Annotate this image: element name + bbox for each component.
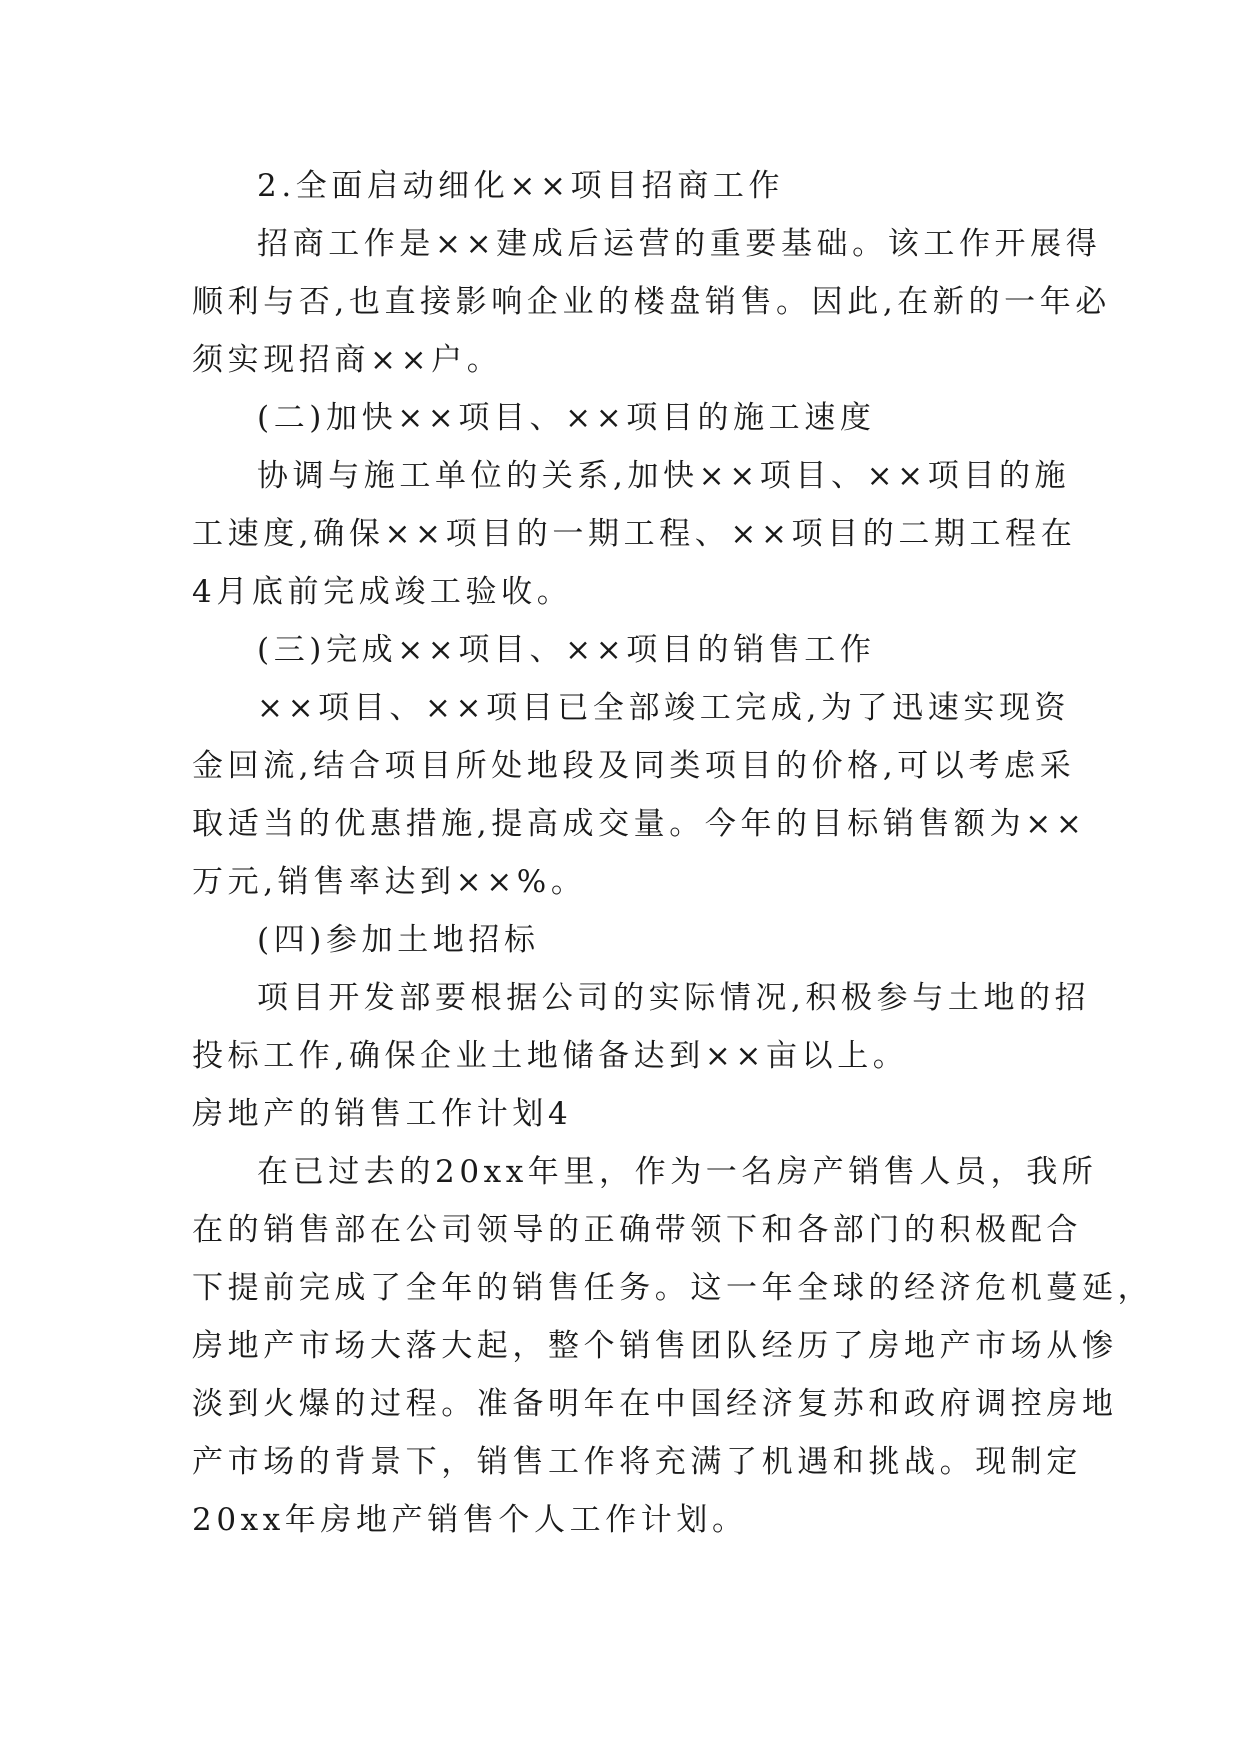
paragraph-line: 在的销售部在公司领导的正确带领下和各部门的积极配合 bbox=[192, 1212, 1082, 1248]
paragraph-line: 工速度,确保××项目的一期工程、××项目的二期工程在 bbox=[192, 516, 1077, 552]
paragraph-line: 须实现招商××户。 bbox=[192, 342, 503, 378]
paragraph-line: 招商工作是××建成后运营的重要基础。该工作开展得 bbox=[257, 226, 1102, 262]
paragraph-line: 万元,销售率达到××%。 bbox=[192, 864, 587, 900]
paragraph-line: 取适当的优惠措施,提高成交量。今年的目标销售额为×× bbox=[192, 806, 1087, 842]
paragraph-line: 项目开发部要根据公司的实际情况,积极参与土地的招 bbox=[257, 980, 1091, 1016]
paragraph-line: 协调与施工单位的关系,加快××项目、××项目的施 bbox=[257, 458, 1071, 494]
subheading-land-bidding: (四)参加土地招标 bbox=[257, 922, 540, 958]
paragraph-line: 下提前完成了全年的销售任务。这一年全球的经济危机蔓延， bbox=[192, 1270, 1154, 1306]
paragraph-line: 产市场的背景下，销售工作将充满了机遇和挑战。现制定 bbox=[192, 1444, 1082, 1480]
paragraph-line: ××项目、××项目已全部竣工完成,为了迅速实现资 bbox=[257, 690, 1071, 726]
paragraph-line: 20xx年房地产销售个人工作计划。 bbox=[192, 1502, 748, 1538]
paragraph-line: 房地产市场大落大起，整个销售团队经历了房地产市场从惨 bbox=[192, 1328, 1118, 1364]
paragraph-line: 4月底前完成竣工验收。 bbox=[192, 574, 573, 610]
paragraph-line: 顺利与否,也直接影响企业的楼盘销售。因此,在新的一年必 bbox=[192, 284, 1111, 320]
subheading-construction-speed: (二)加快××项目、××项目的施工速度 bbox=[257, 400, 876, 436]
section-title: 房地产的销售工作计划4 bbox=[192, 1096, 573, 1132]
subheading-investment-attraction: 2.全面启动细化××项目招商工作 bbox=[257, 168, 785, 204]
paragraph-line: 淡到火爆的过程。准备明年在中国经济复苏和政府调控房地 bbox=[192, 1386, 1118, 1422]
paragraph-line: 投标工作,确保企业土地储备达到××亩以上。 bbox=[192, 1038, 909, 1074]
subheading-sales-work: (三)完成××项目、××项目的销售工作 bbox=[257, 632, 876, 668]
paragraph-line: 在已过去的20xx年里，作为一名房产销售人员，我所 bbox=[257, 1154, 1098, 1190]
paragraph-line: 金回流,结合项目所处地段及同类项目的价格,可以考虑采 bbox=[192, 748, 1076, 784]
